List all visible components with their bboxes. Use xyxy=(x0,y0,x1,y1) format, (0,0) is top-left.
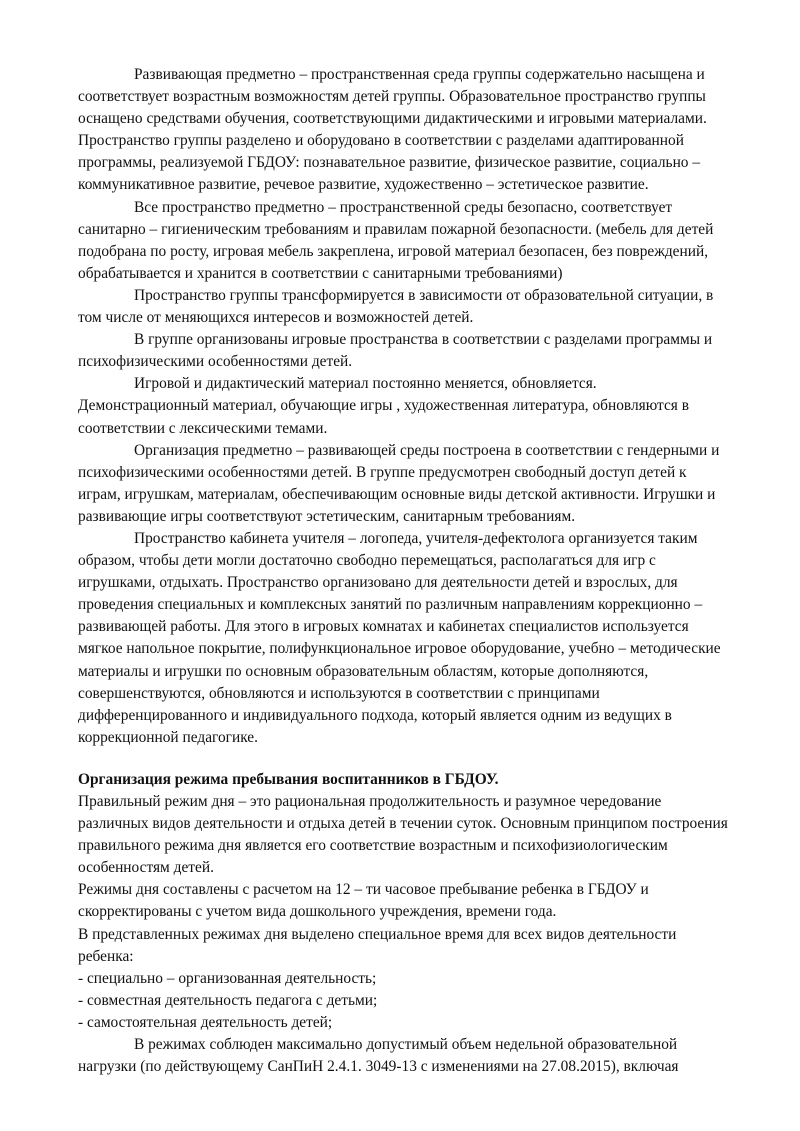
paragraph-materials: Игровой и дидактический материал постоянно меняется, обновляется. Демонстрационный материал, обучающие игры , художественная литература, обновляются в соответствии с лексическими темами. xyxy=(78,375,689,437)
list-item: - специально – организованная деятельность; xyxy=(78,969,377,987)
paragraph-organization: Организация предметно – развивающей среды построена в соответствии с гендерными и психофизическими особенностями детей. В группе предусмотрен свободный доступ детей к играм, игрушкам, материалам, обеспечивающим основные виды детской активности. Игрушки и развивающие игры соответствуют эстетическим, санитарным требованиям. xyxy=(78,441,720,525)
paragraph-safety: Все пространство предметно – пространственной среды безопасно, соответствует санитарно – гигиеническим требованиям и правилам пожарной безопасности. (мебель для детей подобрана по росту, игровая мебель закреплена, игровой материал безопасен, без повреждений, обрабатывается и хранится в соответствии с санитарными требованиями) xyxy=(78,198,714,282)
list-item: - самостоятельная деятельность детей; xyxy=(78,1013,333,1031)
section-heading: Организация режима пребывания воспитанников в ГБДОУ. xyxy=(78,770,499,788)
paragraph-speech-therapist-room: Пространство кабинета учителя – логопеда, учителя-дефектолога организуется таким образом, чтобы дети могли достаточно свободно перемещаться, располагаться для игр с игрушками, отдыхать. Пространство организовано для деятельности детей и взрослых, для проведения специальных и комплексных занятий по различным направлениям коррекционно – развивающей работы. Для этого в игровых комнатах и кабинетах специалистов используется мягкое напольное покрытие, полифункциональное игровое оборудование, учебно – методические материалы и игрушки по основным образовательным областям, которые дополняются, совершенствуются, обновляются и используются в соответствии с принципами дифференцированного и индивидуального подхода, который является одним из ведущих в коррекционной педагогике. xyxy=(78,529,721,746)
paragraph-activity-time: В представленных режимах дня выделено специальное время для всех видов деятельности ребенка: xyxy=(78,925,677,965)
document-body xyxy=(78,64,728,1078)
paragraph-workload: В режимах соблюден максимально допустимый объем недельной образовательной нагрузки (по действующему СанПиН 2.4.1. 3049-13 с изменениями на 27.08.2015), включая xyxy=(78,1036,679,1076)
paragraph-transformation: Пространство группы трансформируется в зависимости от образовательной ситуации, в том числе от меняющихся интересов и возможностей детей. xyxy=(78,286,714,327)
paragraph-environment: Развивающая предметно – пространственная среда группы содержательно насыщена и соответствует возрастным возможностям детей группы. Образовательное пространство группы оснащено средствами обучения, соответствующими дидактическими и игровыми материалами. Пространство группы разделено и оборудовано в соответствии с разделами адаптированной программы, реализуемой ГБДОУ: познавательное развитие, физическое развитие, социально – коммуникативное развитие, речевое развитие, художественно – эстетическое развитие. xyxy=(78,66,707,194)
paragraph-play-spaces: В группе организованы игровые пространства в соответствии с разделами программы и психофизическими особенностями детей. xyxy=(78,331,713,371)
paragraph-schedule: Режимы дня составлены с расчетом на 12 – ти часовое пребывание ребенка в ГБДОУ и скорректированы с учетом вида дошкольного учреждения, времени года. xyxy=(78,881,649,921)
paragraph-daily-routine: Правильный режим дня – это рациональная продолжительность и разумное чередование различных видов деятельности и отдыха детей в течении суток. Основным принципом построения правильного режима дня является его соответствие возрастным и психофизиологическим особенностям детей. xyxy=(78,793,728,877)
list-item: - совместная деятельность педагога с детьми; xyxy=(78,991,378,1009)
